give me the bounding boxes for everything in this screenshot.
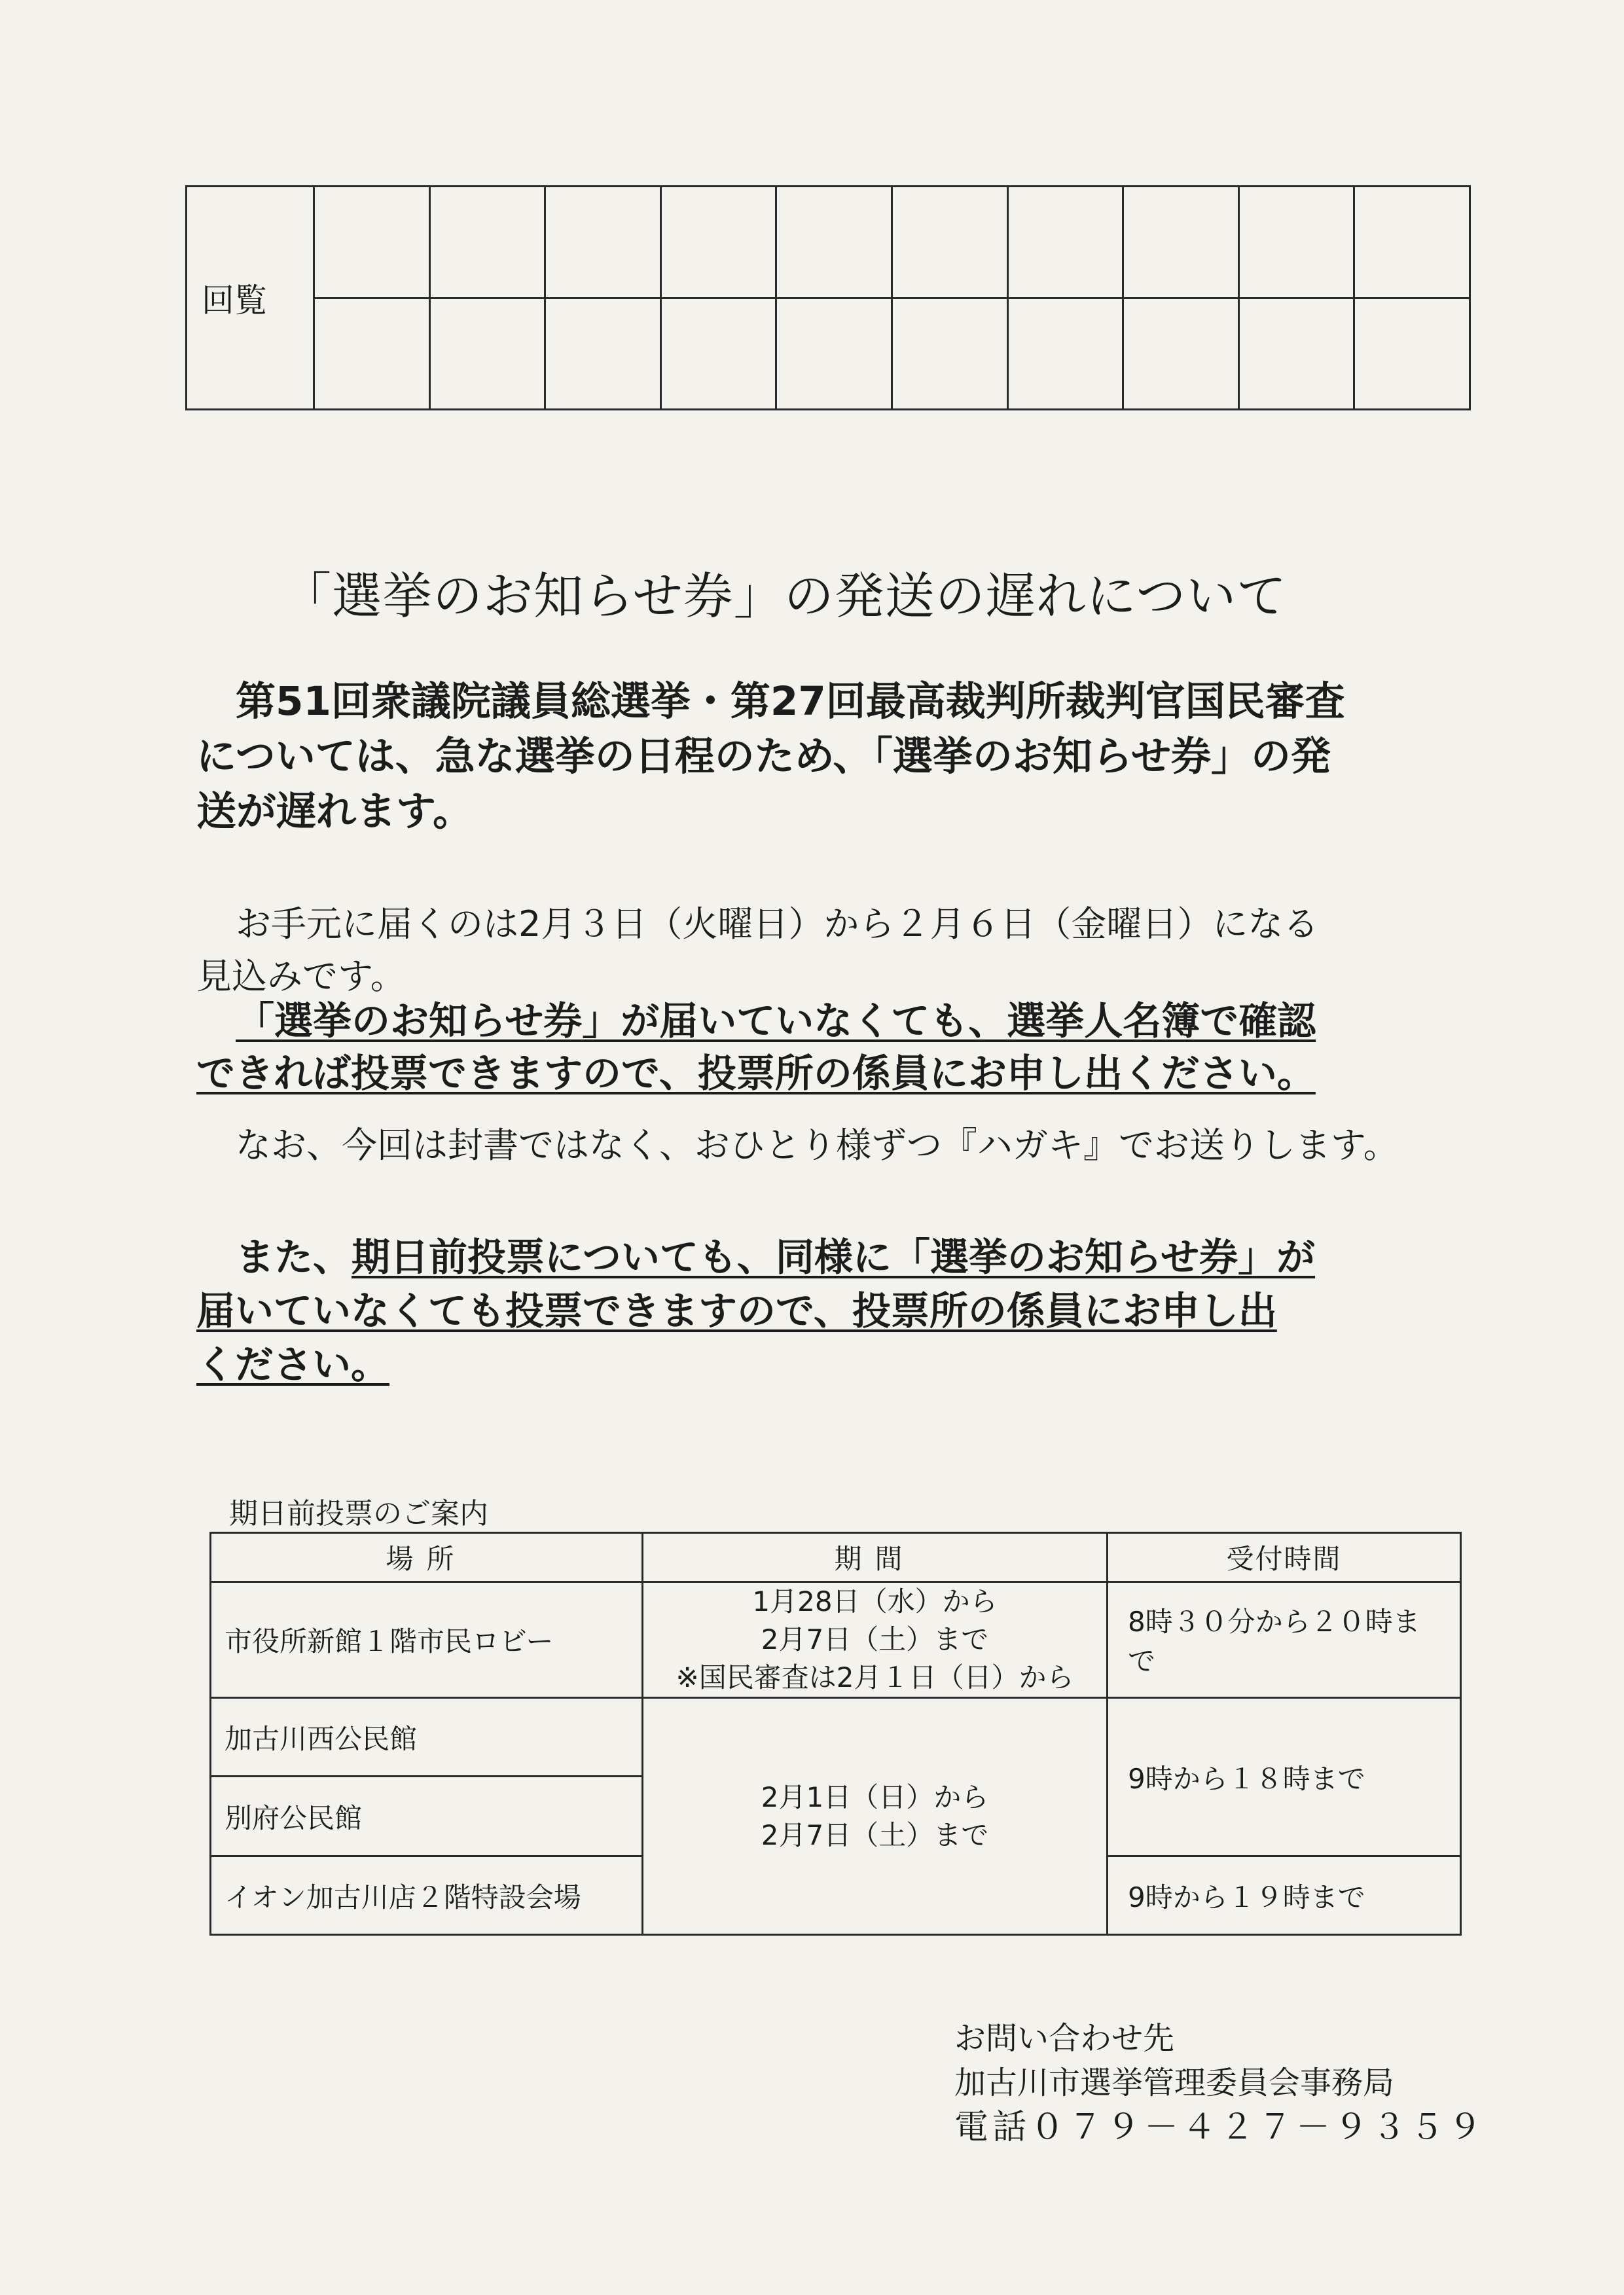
arrival-line: 見込みです。	[196, 956, 406, 997]
stamp-cell	[1238, 187, 1354, 298]
early-line	[196, 1231, 1460, 1284]
early-prefix: また、	[236, 1235, 352, 1280]
circulation-stamp-grid	[185, 185, 1471, 410]
notice-paragraph	[196, 995, 1460, 1100]
header-period: 期間	[643, 1533, 1108, 1582]
stamp-cell	[314, 298, 430, 410]
stamp-cell	[892, 298, 1007, 410]
shared-period-cell	[643, 1698, 1108, 1935]
header-place: 場所	[211, 1533, 643, 1582]
period-line: 2月7日（土）まで	[761, 1623, 989, 1655]
stamp-cell	[429, 187, 545, 298]
lead-line: については、急な選挙の日程のため、「選挙のお知らせ券」の発	[196, 733, 1331, 780]
stamp-cell	[1123, 187, 1239, 298]
table-row	[211, 1698, 1461, 1777]
stamp-cell	[776, 187, 892, 298]
stamp-cell	[314, 187, 430, 298]
stamp-cell	[429, 298, 545, 410]
arrival-line: お手元に届くのは2月３日（火曜日）から２月６日（金曜日）になる	[236, 903, 1319, 945]
place-cell: 別府公民館	[211, 1777, 643, 1856]
stamp-cell	[776, 298, 892, 410]
circulation-label: 回覧	[187, 187, 314, 410]
stamp-cell	[1238, 298, 1354, 410]
lead-line: 送が遅れます。	[196, 788, 473, 835]
early-line	[196, 1338, 1460, 1392]
place-cell: 市役所新館１階市民ロビー	[211, 1582, 643, 1698]
stamp-cell	[1007, 187, 1123, 298]
contact-block	[954, 2016, 1486, 2150]
stamp-cell	[545, 298, 661, 410]
arrival-paragraph	[196, 898, 1460, 1003]
stamp-cell	[660, 298, 776, 410]
schedule-caption: 期日前投票のご案内	[229, 1497, 488, 1530]
lead-paragraph	[196, 674, 1460, 839]
table-header-row	[211, 1533, 1461, 1582]
notice-line: できれば投票できますので、投票所の係員にお申し出ください。	[196, 1051, 1316, 1096]
early-line: 届いていなくても投票できますので、投票所の係員にお申し出	[196, 1288, 1277, 1333]
lead-line: 第51回衆議院議員総選挙・第27回最高裁判所裁判官国民審査	[236, 678, 1345, 725]
early-voting-table	[209, 1532, 1462, 1936]
page-title: 「選挙のお知らせ券」の発送の遅れについて	[281, 567, 1288, 625]
period-line: 2月1日（日）から	[761, 1780, 989, 1813]
stamp-cell	[1123, 298, 1239, 410]
period-note: ※国民審査は2月１日（日）から	[676, 1661, 1074, 1693]
period-line: 2月7日（土）まで	[761, 1818, 989, 1851]
table-row	[211, 1582, 1461, 1698]
contact-office: 加古川市選挙管理委員会事務局	[954, 2065, 1395, 2101]
postcard-note: なお、今回は封書ではなく、おひとり様ずつ『ハガキ』でお送りします。	[236, 1125, 1399, 1166]
early-underlined: ください。	[196, 1342, 390, 1387]
stamp-cell	[545, 187, 661, 298]
stamp-cell	[1007, 298, 1123, 410]
place-cell: イオン加古川店２階特設会場	[211, 1856, 643, 1935]
shared-hours-cell: 9時から１８時まで	[1108, 1698, 1461, 1856]
stamp-cell	[1354, 187, 1470, 298]
period-cell	[643, 1582, 1108, 1698]
place-cell: 加古川西公民館	[211, 1698, 643, 1777]
header-hours: 受付時間	[1108, 1533, 1461, 1582]
period-line: 1月28日（水）から	[752, 1585, 998, 1617]
notice-line: 「選挙のお知らせ券」が届いていなくても、選挙人名簿で確認	[236, 998, 1316, 1043]
contact-heading: お問い合わせ先	[954, 2020, 1175, 2057]
contact-phone: 電話０７９－４２７－９３５９	[954, 2108, 1487, 2147]
early-underlined: 期日前投票についても、同様に「選挙のお知らせ券」が	[352, 1235, 1316, 1280]
stamp-cell	[660, 187, 776, 298]
stamp-cell	[1354, 298, 1470, 410]
stamp-cell	[892, 187, 1007, 298]
hours-cell: 9時から１９時まで	[1108, 1856, 1461, 1935]
early-voting-paragraph	[196, 1231, 1460, 1392]
hours-cell: 8時３０分から２０時まで	[1108, 1582, 1461, 1698]
